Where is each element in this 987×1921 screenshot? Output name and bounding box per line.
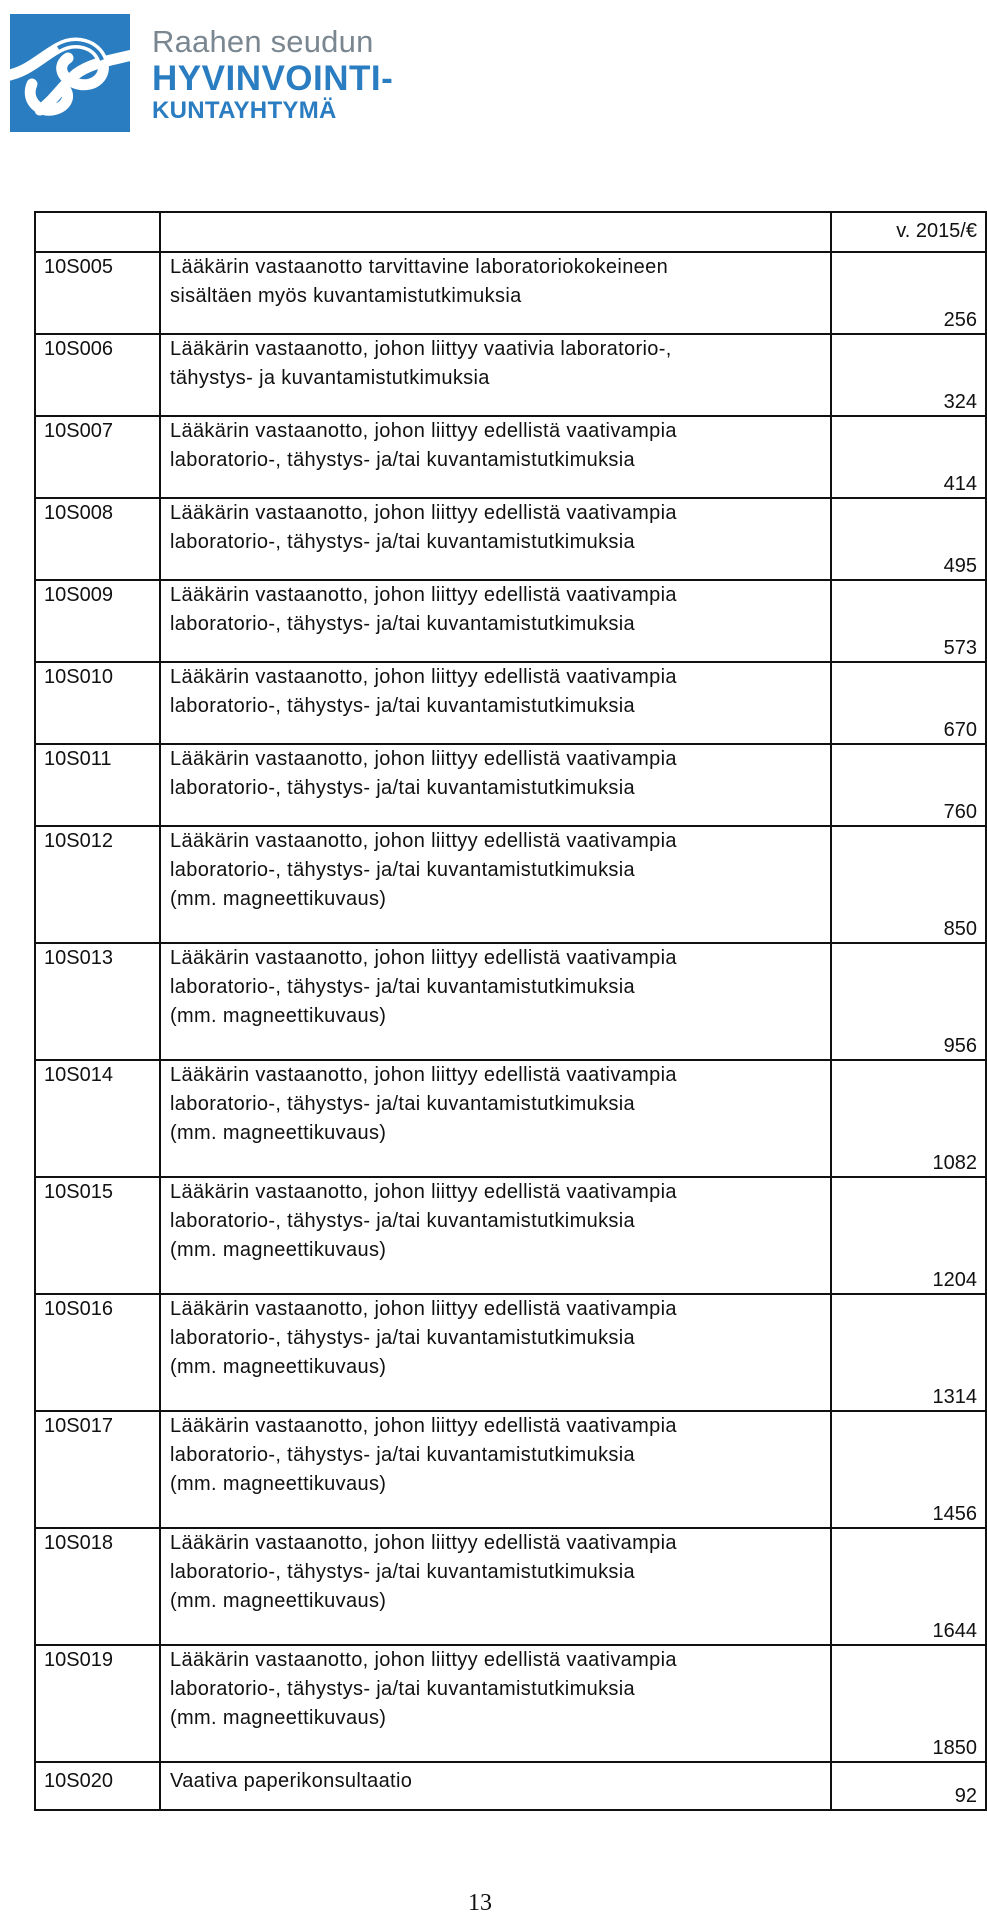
brand-line-3: KUNTAYHTYMÄ <box>152 97 337 124</box>
price-value: 1850 <box>932 1737 977 1759</box>
service-description-cell <box>160 252 831 334</box>
price-value: 1644 <box>932 1620 977 1642</box>
description-line: Lääkärin vastaanotto, johon liittyy edellistä vaativampia <box>170 584 677 606</box>
description-line: Lääkärin vastaanotto, johon liittyy edellistä vaativampia <box>170 947 677 969</box>
service-description-cell <box>160 1411 831 1528</box>
table-row <box>35 580 986 662</box>
price-value: 956 <box>943 1035 977 1057</box>
table-row <box>35 826 986 943</box>
header-desc-cell <box>160 212 831 252</box>
service-description-cell <box>160 498 831 580</box>
table-header-row <box>35 212 986 252</box>
table-row <box>35 334 986 416</box>
service-code-cell: 10S006 <box>35 334 160 416</box>
service-code-cell: 10S010 <box>35 662 160 744</box>
description-line: Lääkärin vastaanotto, johon liittyy edellistä vaativampia <box>170 1064 677 1086</box>
description-line: Lääkärin vastaanotto, johon liittyy edellistä vaativampia <box>170 1298 677 1320</box>
description-line: laboratorio-, tähystys- ja/tai kuvantamistutkimuksia <box>170 613 636 635</box>
table-row <box>35 1762 986 1810</box>
price-cell <box>831 744 986 826</box>
description-line: Lääkärin vastaanotto, johon liittyy edellistä vaativampia <box>170 666 677 688</box>
service-code-cell: 10S013 <box>35 943 160 1060</box>
price-cell <box>831 662 986 744</box>
description-line: laboratorio-, tähystys- ja/tai kuvantamistutkimuksia <box>170 1678 636 1700</box>
table-row <box>35 662 986 744</box>
price-cell <box>831 1177 986 1294</box>
service-description-cell <box>160 1762 831 1810</box>
service-code-cell: 10S007 <box>35 416 160 498</box>
description-line: laboratorio-, tähystys- ja/tai kuvantamistutkimuksia <box>170 859 636 881</box>
service-description-cell <box>160 1060 831 1177</box>
service-code-cell: 10S009 <box>35 580 160 662</box>
price-value: 1204 <box>932 1269 977 1291</box>
table-row <box>35 498 986 580</box>
price-cell <box>831 1060 986 1177</box>
description-line: Lääkärin vastaanotto, johon liittyy vaativia laboratorio-, <box>170 338 672 360</box>
price-value: 573 <box>943 637 977 659</box>
description-line: Vaativa paperikonsultaatio <box>170 1770 413 1792</box>
price-value: 324 <box>943 391 977 413</box>
description-line: tähystys- ja kuvantamistutkimuksia <box>170 367 490 389</box>
description-line: Lääkärin vastaanotto tarvittavine laboratoriokokeineen <box>170 256 669 278</box>
description-line: (mm. magneettikuvaus) <box>170 1005 387 1027</box>
knot-logo-icon <box>10 14 130 132</box>
service-code-cell: 10S016 <box>35 1294 160 1411</box>
description-line: laboratorio-, tähystys- ja/tai kuvantamistutkimuksia <box>170 531 636 553</box>
service-code-cell: 10S018 <box>35 1528 160 1645</box>
brand-line-2: HYVINVOINTI- <box>152 59 394 98</box>
table-row <box>35 1645 986 1762</box>
brand-logo <box>10 12 440 137</box>
description-line: (mm. magneettikuvaus) <box>170 1356 387 1378</box>
price-cell <box>831 1294 986 1411</box>
description-line: Lääkärin vastaanotto, johon liittyy edellistä vaativampia <box>170 1181 677 1203</box>
service-code-cell: 10S017 <box>35 1411 160 1528</box>
description-line: (mm. magneettikuvaus) <box>170 1473 387 1495</box>
price-value: 1082 <box>932 1152 977 1174</box>
service-code-cell: 10S012 <box>35 826 160 943</box>
service-code-cell: 10S020 <box>35 1762 160 1810</box>
description-line: laboratorio-, tähystys- ja/tai kuvantamistutkimuksia <box>170 1561 636 1583</box>
description-line: Lääkärin vastaanotto, johon liittyy edellistä vaativampia <box>170 748 677 770</box>
price-value: 495 <box>943 555 977 577</box>
service-code-cell: 10S019 <box>35 1645 160 1762</box>
price-value: 850 <box>943 918 977 940</box>
description-line: laboratorio-, tähystys- ja/tai kuvantamistutkimuksia <box>170 976 636 998</box>
table-row <box>35 1294 986 1411</box>
price-cell <box>831 1528 986 1645</box>
description-line: (mm. magneettikuvaus) <box>170 1239 387 1261</box>
description-line: (mm. magneettikuvaus) <box>170 888 387 910</box>
description-line: laboratorio-, tähystys- ja/tai kuvantamistutkimuksia <box>170 1093 636 1115</box>
header-code-cell <box>35 212 160 252</box>
description-line: Lääkärin vastaanotto, johon liittyy edellistä vaativampia <box>170 1649 677 1671</box>
price-value: 256 <box>943 309 977 331</box>
service-description-cell <box>160 1177 831 1294</box>
description-line: sisältäen myös kuvantamistutkimuksia <box>170 285 522 307</box>
price-cell <box>831 498 986 580</box>
price-value: 670 <box>943 719 977 741</box>
description-line: Lääkärin vastaanotto, johon liittyy edellistä vaativampia <box>170 830 677 852</box>
price-year-header: v. 2015/€ <box>896 220 977 242</box>
price-value: 1456 <box>932 1503 977 1525</box>
table-row <box>35 1411 986 1528</box>
service-description-cell <box>160 662 831 744</box>
description-line: laboratorio-, tähystys- ja/tai kuvantamistutkimuksia <box>170 1444 636 1466</box>
brand-line-1: Raahen seudun <box>152 24 374 59</box>
description-line: Lääkärin vastaanotto, johon liittyy edellistä vaativampia <box>170 1532 677 1554</box>
price-cell <box>831 1762 986 1810</box>
description-line: Lääkärin vastaanotto, johon liittyy edellistä vaativampia <box>170 420 677 442</box>
price-value: 1314 <box>932 1386 977 1408</box>
description-line: (mm. magneettikuvaus) <box>170 1122 387 1144</box>
description-line: laboratorio-, tähystys- ja/tai kuvantamistutkimuksia <box>170 1210 636 1232</box>
service-code-cell: 10S008 <box>35 498 160 580</box>
description-line: (mm. magneettikuvaus) <box>170 1707 387 1729</box>
price-cell <box>831 826 986 943</box>
service-code-cell: 10S015 <box>35 1177 160 1294</box>
service-description-cell <box>160 744 831 826</box>
service-description-cell <box>160 1645 831 1762</box>
table-row <box>35 1060 986 1177</box>
price-cell <box>831 1411 986 1528</box>
price-cell <box>831 252 986 334</box>
service-description-cell <box>160 1294 831 1411</box>
page-number: 13 <box>468 1890 492 1916</box>
service-description-cell <box>160 416 831 498</box>
service-description-cell <box>160 943 831 1060</box>
table-row <box>35 252 986 334</box>
service-code-cell: 10S014 <box>35 1060 160 1177</box>
description-line: laboratorio-, tähystys- ja/tai kuvantamistutkimuksia <box>170 449 636 471</box>
description-line: Lääkärin vastaanotto, johon liittyy edellistä vaativampia <box>170 1415 677 1437</box>
service-code-cell: 10S011 <box>35 744 160 826</box>
brand-name <box>152 26 393 123</box>
price-value: 760 <box>943 801 977 823</box>
price-cell <box>831 1645 986 1762</box>
price-cell <box>831 334 986 416</box>
description-line: laboratorio-, tähystys- ja/tai kuvantamistutkimuksia <box>170 695 636 717</box>
description-line: laboratorio-, tähystys- ja/tai kuvantamistutkimuksia <box>170 777 636 799</box>
service-description-cell <box>160 580 831 662</box>
price-cell <box>831 580 986 662</box>
table-row <box>35 943 986 1060</box>
price-value: 92 <box>954 1785 977 1807</box>
header-price-cell <box>831 212 986 252</box>
table-row <box>35 744 986 826</box>
service-code-cell: 10S005 <box>35 252 160 334</box>
price-table-body <box>35 212 986 1810</box>
table-row <box>35 1528 986 1645</box>
price-cell <box>831 416 986 498</box>
table-row <box>35 416 986 498</box>
price-value: 414 <box>943 473 977 495</box>
description-line: Lääkärin vastaanotto, johon liittyy edellistä vaativampia <box>170 502 677 524</box>
service-description-cell <box>160 1528 831 1645</box>
price-table <box>34 211 987 1811</box>
description-line: laboratorio-, tähystys- ja/tai kuvantamistutkimuksia <box>170 1327 636 1349</box>
price-cell <box>831 943 986 1060</box>
table-row <box>35 1177 986 1294</box>
service-description-cell <box>160 334 831 416</box>
description-line: (mm. magneettikuvaus) <box>170 1590 387 1612</box>
service-description-cell <box>160 826 831 943</box>
